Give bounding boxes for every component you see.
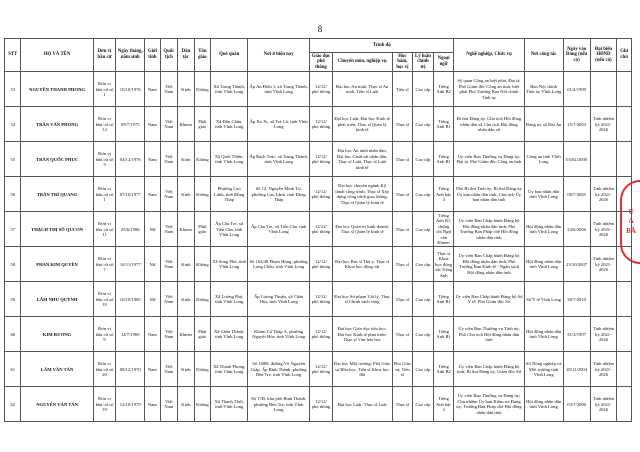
cell-unit: Đơn vị bầu cử số 11 xyxy=(93,212,116,247)
cell-political: Cao cấp xyxy=(413,317,434,352)
table-row xyxy=(5,247,632,282)
cell-political: Cao cấp xyxy=(413,142,434,177)
cell-specialty: Đại học An ninh nhân dân, Đại học Cảnh sát nhân dân, Thạc sĩ Luật, Thạc sĩ Luật kinh tế xyxy=(332,142,392,177)
page-number: 8 xyxy=(317,24,323,34)
cell-workplace: Hội đồng nhân dân tỉnh Vĩnh Long xyxy=(524,387,563,422)
cell-residence: Ấp Lương Thuận, xã Châu Hòa, tỉnh Vĩnh Long xyxy=(248,282,310,317)
cell-job: Phó Bí thư Tỉnh ủy, Bí thư Đảng ủy Ủy ban nhân dân tỉnh; Chủ tịch Ủy ban nhân dân tỉnh xyxy=(454,177,524,212)
cell-ethnicity: Kinh xyxy=(178,247,194,282)
cell-religion: Phật giáo xyxy=(194,107,210,142)
cell-sex: Nam xyxy=(145,352,160,387)
cell-note xyxy=(617,317,632,352)
cell-workplace: Đảng ủy xã Đại An xyxy=(524,107,563,142)
cell-unit: Đơn vị bầu cử số 3 xyxy=(93,142,116,177)
cell-religion: Phật giáo xyxy=(194,212,210,247)
header-hometown: Quê quán xyxy=(211,39,248,72)
cell-sex: Nữ xyxy=(145,247,160,282)
table-row xyxy=(5,317,632,352)
cell-degree: Phó Giáo sư, Tiến sĩ xyxy=(392,352,413,387)
table-row xyxy=(5,72,632,107)
header-note: Ghi chú xyxy=(617,39,632,72)
cell-residence: Ấp Xa Xi, xã Trà Cú, tỉnh Vĩnh Long xyxy=(248,107,310,142)
cell-stt: 61 xyxy=(5,352,21,387)
cell-sex: Nữ xyxy=(145,212,160,247)
cell-residence: Số 164/48 Phạm Hùng, phường Long Châu, tỉnh Vĩnh Long xyxy=(248,247,310,282)
cell-sex: Nữ xyxy=(145,282,160,317)
cell-name: PHAN KIM QUYÊN xyxy=(21,247,93,282)
table-row xyxy=(5,107,632,142)
cell-workplace: Ủy ban nhân dân tỉnh Vĩnh Long xyxy=(524,177,563,212)
header-religion: Tôn giáo xyxy=(194,39,210,72)
header-name: HỌ VÀ TÊN xyxy=(21,39,93,72)
header-row-1 xyxy=(5,39,632,53)
cell-job: Ủy viên Ban Chấp hành Đảng bộ Hội đồng nhân dân tỉnh; Phó Trưởng Ban Pháp chế Hội đồng nhân dân tỉnh xyxy=(454,212,524,247)
cell-general-edu: 12/12/ phổ thông xyxy=(310,387,333,422)
cell-degree: Thạc sĩ xyxy=(392,107,413,142)
cell-hometown: Xã Đôn Châu, tỉnh Vĩnh Long xyxy=(211,107,248,142)
cell-political: Cao cấp xyxy=(413,282,434,317)
cell-stt: 59 xyxy=(5,282,21,317)
cell-general-edu: 12/12/ phổ thông xyxy=(310,352,333,387)
cell-residence: Ấp Rạch Trúc, xã Trung Thành, tỉnh Vĩnh Long xyxy=(248,142,310,177)
cell-degree: Thạc sĩ xyxy=(392,317,413,352)
cell-stt: 62 xyxy=(5,387,21,422)
cell-religion: Phật giáo xyxy=(194,317,210,352)
cell-religion: Không xyxy=(194,177,210,212)
cell-specialty: Đại học Quản trị kinh doanh, Thạc sĩ Quản lý kinh tế xyxy=(332,212,392,247)
cell-general-edu: 12/12/ phổ thông xyxy=(310,247,333,282)
header-party-date: Ngày vào Đảng (nếu có) xyxy=(563,39,590,72)
cell-dob: 10/10/1976 xyxy=(116,72,145,107)
cell-stt: 58 xyxy=(5,247,21,282)
cell-degree: Thạc sĩ xyxy=(392,282,413,317)
cell-nationality: Việt Nam xyxy=(160,107,178,142)
cell-note xyxy=(617,387,632,422)
header-specialty: Chuyên môn, nghiệp vụ xyxy=(332,53,392,72)
cell-stt: 56 xyxy=(5,177,21,212)
table-row xyxy=(5,177,632,212)
cell-language: Tiếng Anh B1 xyxy=(433,142,454,177)
cell-name: THẠCH THỊ SÔ QUCON xyxy=(21,212,93,247)
cell-language: Tiếng Anh B1 xyxy=(433,282,454,317)
cell-ethnicity: Kinh xyxy=(178,177,194,212)
cell-dob: 14/7/1969 xyxy=(116,317,145,352)
cell-specialty: Đại học chuyên ngành Kỹ thuật công trình, Thạc sĩ Xây dựng công trình giao thông, Thạc sĩ Quản lý kinh tế xyxy=(332,177,392,212)
cell-sex: Nam xyxy=(145,177,160,212)
cell-political: Cao cấp xyxy=(413,352,434,387)
header-residence: Nơi ở hiện nay xyxy=(248,39,310,72)
cell-sex: Nam xyxy=(145,317,160,352)
cell-degree: Thạc sĩ xyxy=(392,177,413,212)
cell-general-edu: 12/12/ phổ thông xyxy=(310,177,333,212)
cell-stt: 53 xyxy=(5,72,21,107)
cell-general-edu: 12/12/ phổ thông xyxy=(310,142,333,177)
cell-stt: 57 xyxy=(5,212,21,247)
cell-job: Ủy viên Ban Chấp hành Đảng bộ tỉnh; Bí thư Đảng ủy, Giám đốc Sở xyxy=(454,352,524,387)
cell-stt: 54 xyxy=(5,107,21,142)
cell-party-date: 30/7/2010 xyxy=(563,282,590,317)
cell-note xyxy=(617,177,632,212)
cell-ethnicity: Kinh xyxy=(178,72,194,107)
cell-unit: Đơn vị bầu cử số 19 xyxy=(93,387,116,422)
header-education-group: Trình độ xyxy=(310,39,454,53)
cell-name: TRẦN TRÍ QUANG xyxy=(21,177,93,212)
cell-name: LÂM NHƯ QUỲNH xyxy=(21,282,93,317)
cell-nationality: Việt Nam xyxy=(160,282,178,317)
cell-name: NGUYỄN VĂN TẤN xyxy=(21,387,93,422)
cell-unit: Đơn vị bầu cử số 1 xyxy=(93,72,116,107)
cell-unit: Đơn vị bầu cử số 7 xyxy=(93,247,116,282)
cell-job: Ủy viên Ban Thường vụ Tỉnh ủy; Phó Chủ tịch Hội đồng nhân dân tỉnh xyxy=(454,317,524,352)
cell-language: Tiếng Anh B1 xyxy=(433,317,454,352)
header-job: Nghề nghiệp, Chức vụ xyxy=(454,39,524,72)
cell-religion: Không xyxy=(194,247,210,282)
cell-nationality: Việt Nam xyxy=(160,177,178,212)
table-row xyxy=(5,282,632,317)
cell-workplace: Sở Nông nghiệp và Môi trường tỉnh Vĩnh Long xyxy=(524,352,563,387)
cell-language: Tiếng Anh B1, chứng chỉ Ngữ văn Khmer xyxy=(433,212,454,247)
cell-stt: 55 xyxy=(5,142,21,177)
cell-general-edu: 12/12/ phổ thông xyxy=(310,317,333,352)
cell-political: Cao cấp xyxy=(413,212,434,247)
cell-sex: Nam xyxy=(145,142,160,177)
cell-language: Thạc sĩ Khoa học động vật Tiếng Anh xyxy=(433,247,454,282)
cell-general-edu: 12/12/ phổ thông xyxy=(310,212,333,247)
cell-note xyxy=(617,352,632,387)
cell-dob: 10/10/1985 xyxy=(116,282,145,317)
table-body xyxy=(5,72,632,422)
header-language: Ngoại ngữ xyxy=(433,53,454,72)
cell-specialty: Đại học Sư phạm Vật lý, Thạc sĩ Chính sách công xyxy=(332,282,392,317)
cell-residence: Khóm Cổ Tháp A, phường Nguyệt Hóa, tỉnh Vĩnh Long xyxy=(248,317,310,352)
cell-hometown: Xã Song Phú, tỉnh Vĩnh Long xyxy=(211,247,248,282)
cell-dob: 04/12/1976 xyxy=(116,142,145,177)
cell-language: Tiếng Anh B2 xyxy=(433,72,454,107)
cell-degree: Thạc sĩ xyxy=(392,142,413,177)
cell-ethnicity: Khmer xyxy=(178,107,194,142)
cell-unit: Đơn vị bầu cử số 9 xyxy=(93,317,116,352)
cell-name: TRẦN QUỐC PHỤC xyxy=(21,142,93,177)
header-general-edu: Giáo dục phổ thông xyxy=(310,53,333,72)
cell-unit: Đơn vị bầu cử số 1 xyxy=(93,177,116,212)
cell-dob: 07/10/1977 xyxy=(116,177,145,212)
cell-unit: Đơn vị bầu cử số 20 xyxy=(93,352,116,387)
table-row xyxy=(5,212,632,247)
cell-workplace: Hội đồng nhân dân tỉnh Vĩnh Long xyxy=(524,247,563,282)
cell-sex: Nam xyxy=(145,72,160,107)
cell-hometown: Xã Châu Thành, tỉnh Vĩnh Long xyxy=(211,317,248,352)
cell-religion: Không xyxy=(194,387,210,422)
cell-name: LÂM VĂN TẤN xyxy=(21,352,93,387)
cell-residence: Số 168Đ, đường Võ Nguyên Giáp, Ấp Bình Thành, phường Bến Tre, tỉnh Vĩnh Long xyxy=(248,352,310,387)
cell-residence: Số 17Đ, khu phố Bình Thành, phường Bến Tre, tỉnh Vĩnh Long xyxy=(248,387,310,422)
cell-hdnd: Tỉnh nhiệm kỳ 2021-2026 xyxy=(590,212,617,247)
cell-party-date: 23/6/2006 xyxy=(563,212,590,247)
cell-language: Tiếng Anh bậc 4 xyxy=(433,177,454,212)
cell-note xyxy=(617,72,632,107)
cell-hdnd: Tỉnh nhiệm kỳ 2021-2026 xyxy=(590,317,617,352)
cell-hometown: Phường Cao Lãnh, tỉnh Đồng Tháp xyxy=(211,177,248,212)
cell-general-edu: 12/12/ phổ thông xyxy=(310,72,333,107)
header-stt: STT xyxy=(5,39,21,72)
cell-ethnicity: Kinh xyxy=(178,282,194,317)
cell-language: Tiếng Anh bậc 3 xyxy=(433,387,454,422)
cell-ethnicity: Kinh xyxy=(178,352,194,387)
cell-specialty: Đại học Giáo dục tiểu học, Đại học Kinh tế phát triển, Thạc sĩ Văn hóa học xyxy=(332,317,392,352)
cell-hometown: Xã Trung Thành, tỉnh Vĩnh Long xyxy=(211,72,248,107)
cell-nationality: Việt Nam xyxy=(160,72,178,107)
cell-dob: 12/10/1979 xyxy=(116,387,145,422)
cell-political: Cao cấp xyxy=(413,72,434,107)
cell-degree: Tiến sĩ xyxy=(392,72,413,107)
header-hdnd: Đại biểu HĐND (nếu có) xyxy=(590,39,617,72)
table-row xyxy=(5,352,632,387)
cell-religion: Không xyxy=(194,72,210,107)
cell-workplace: Ban Nội chính Tỉnh ủy Vĩnh Long xyxy=(524,72,563,107)
cell-workplace: Hội đồng nhân dân tỉnh Vĩnh Long xyxy=(524,317,563,352)
cell-job: Ủy viên Ban Thường vụ Đảng ủy; Chủ nhiệm Ủy ban Kiểm tra Đảng ủy; Trưởng Ban Pháp chế Hội đồng nhân dân tỉnh xyxy=(454,387,524,422)
cell-hdnd: Tỉnh nhiệm kỳ 2021-2026 xyxy=(590,107,617,142)
cell-hdnd: Tỉnh nhiệm kỳ 2021-2026 xyxy=(590,177,617,212)
cell-note xyxy=(617,107,632,142)
cell-political: Cao cấp xyxy=(413,387,434,422)
cell-religion: Không xyxy=(194,142,210,177)
cell-job: Sỹ quan Công an biệt phái, Đại tá, Phó Giám đốc Công an tỉnh, biệt phái Phó Trưởng Ban Nội chính Tỉnh ủy xyxy=(454,72,524,107)
cell-party-date: 23/10/2007 xyxy=(563,247,590,282)
cell-specialty: Đại học Bác sĩ Thú y, Thạc sĩ Khoa học động vật xyxy=(332,247,392,282)
cell-stt: 60 xyxy=(5,317,21,352)
cell-hdnd xyxy=(590,142,617,177)
cell-hometown: Xã Thạnh Thới, tỉnh Vĩnh Long xyxy=(211,387,248,422)
cell-party-date: 15/7/2003 xyxy=(563,107,590,142)
cell-residence: Ấp An Điền 1, xã Trung Thành, tỉnh Vĩnh Long xyxy=(248,72,310,107)
cell-party-date: 01/4/1999 xyxy=(563,72,590,107)
stamp-text-3: BẦ xyxy=(626,226,636,235)
cell-name: NGUYỄN THANH PHONG xyxy=(21,72,93,107)
cell-residence: Số 12, Nguyễn Minh Trí, phường Cao Lãnh, tỉnh Đồng Tháp xyxy=(248,177,310,212)
cell-dob: 09/7/1975 xyxy=(116,107,145,142)
cell-note xyxy=(617,247,632,282)
cell-name: KIM RƯƠNG xyxy=(21,317,93,352)
cell-workplace: Công an tỉnh Vĩnh Long xyxy=(524,142,563,177)
table-row xyxy=(5,387,632,422)
table-row xyxy=(5,142,632,177)
cell-note xyxy=(617,282,632,317)
candidate-table xyxy=(4,38,632,422)
cell-hdnd xyxy=(590,282,617,317)
cell-specialty: Đại học Luật, Thạc sĩ Luật xyxy=(332,387,392,422)
cell-name: TRẦN VĂN PHONG xyxy=(21,107,93,142)
cell-hometown: Ấp Cầu Tre, xã Tiểu Cần, tỉnh Vĩnh Long xyxy=(211,212,248,247)
cell-unit: Đơn vị bầu cử số 14 xyxy=(93,107,116,142)
cell-religion: Không xyxy=(194,352,210,387)
cell-ethnicity: Khmer xyxy=(178,317,194,352)
cell-religion: Không xyxy=(194,282,210,317)
cell-nationality: Việt Nam xyxy=(160,247,178,282)
cell-party-date: 31/3/1997 xyxy=(563,317,590,352)
cell-degree: Thạc sĩ xyxy=(392,212,413,247)
cell-hdnd: Tỉnh nhiệm kỳ 2021-2026 xyxy=(590,247,617,282)
cell-general-edu: 12/12/ phổ thông xyxy=(310,282,333,317)
header-ethnicity: Dân tộc xyxy=(178,39,194,72)
cell-specialty: Đại học An ninh, Thạc sĩ An ninh, Tiến sĩ Luật xyxy=(332,72,392,107)
cell-job: Ủy viên Ban Thường vụ Đảng ủy; Đại tá, Phó Giám đốc Công an tỉnh xyxy=(454,142,524,177)
cell-political: Cao cấp xyxy=(413,177,434,212)
stamp-text-2: A xyxy=(628,217,634,226)
cell-note xyxy=(617,142,632,177)
header-nominator: Đơn vị bầu cử xyxy=(93,39,116,72)
cell-job: Ủy viên Ban Chấp hành Đảng bộ Hội đồng nhân dân tỉnh; Phó Trưởng Ban Kinh tế - Ngân sách Hội đồng nhân dân tỉnh xyxy=(454,247,524,282)
cell-ethnicity: Kinh xyxy=(178,142,194,177)
cell-sex: Nam xyxy=(145,107,160,142)
cell-job: Ủy viên Ban Chấp hành Đảng bộ Sở Y tế; Phó Giám đốc Sở xyxy=(454,282,524,317)
cell-hometown: Xã Thạnh Phong, tỉnh Vĩnh Long xyxy=(211,352,248,387)
cell-political: Cao cấp xyxy=(413,107,434,142)
cell-ethnicity: Kinh xyxy=(178,387,194,422)
header-dob: Ngày tháng, năm sinh xyxy=(116,39,145,72)
cell-nationality: Việt Nam xyxy=(160,352,178,387)
cell-degree: Thạc sĩ xyxy=(392,387,413,422)
header-political: Lý luận chính trị xyxy=(413,53,434,72)
cell-hdnd xyxy=(590,72,617,107)
cell-party-date: 29/11/2004 xyxy=(563,352,590,387)
cell-sex: Nam xyxy=(145,387,160,422)
cell-language: Tiếng Anh B1 xyxy=(433,107,454,142)
cell-unit: Đơn vị bầu cử số 18 xyxy=(93,282,116,317)
cell-party-date: 08/7/2005 xyxy=(563,177,590,212)
cell-hometown: Xã Quới Thiện, tỉnh Vĩnh Long xyxy=(211,142,248,177)
cell-party-date: 03/02/2000 xyxy=(563,142,590,177)
cell-ethnicity: Khmer xyxy=(178,212,194,247)
cell-specialty: Đại học Môi trường, Phó Giáo sư Hóa học, Tiến sĩ Khoa học đất xyxy=(332,352,392,387)
stamp-text-1: Ủ xyxy=(628,208,634,217)
cell-party-date: 03/7/2006 xyxy=(563,387,590,422)
cell-job: Bí thư Đảng ủy, Chủ tịch Hội đồng nhân dân xã Chủ tịch Hội đồng nhân dân xã xyxy=(454,107,524,142)
header-sex: Giới tính xyxy=(145,39,160,72)
cell-nationality: Việt Nam xyxy=(160,387,178,422)
cell-general-edu: 12/12/ phổ thông xyxy=(310,107,333,142)
cell-nationality: Việt Nam xyxy=(160,317,178,352)
header-degree: Học hàm, học vị xyxy=(392,53,413,72)
cell-hometown: Xã Lương Phú, tỉnh Vĩnh Long xyxy=(211,282,248,317)
cell-nationality: Việt Nam xyxy=(160,142,178,177)
cell-degree: Thạc sĩ xyxy=(392,247,413,282)
cell-dob: 25/6/1986 xyxy=(116,212,145,247)
cell-political: Cao cấp xyxy=(413,247,434,282)
cell-hdnd: Tỉnh nhiệm kỳ 2021-2026 xyxy=(590,352,617,387)
cell-language: Tiếng Anh B2 xyxy=(433,352,454,387)
cell-residence: Ấp Cầu Tre, xã Tiểu Cần, tỉnh Vĩnh Long xyxy=(248,212,310,247)
cell-workplace: Hội đồng nhân dân tỉnh Vĩnh Long xyxy=(524,212,563,247)
cell-hdnd: Tỉnh nhiệm kỳ 2021-2026 xyxy=(590,387,617,422)
cell-dob: 08/12/1970 xyxy=(116,352,145,387)
cell-workplace: Sở Y tế Vĩnh Long xyxy=(524,282,563,317)
cell-specialty: Đại học Luật, Đại học Kinh tế phát triển, Thạc sĩ Quản lý kinh tế xyxy=(332,107,392,142)
cell-dob: 16/11/1977 xyxy=(116,247,145,282)
header-nationality: Quốc tịch xyxy=(160,39,178,72)
header-workplace: Nơi công tác xyxy=(524,39,563,72)
cell-nationality: Việt Nam xyxy=(160,212,178,247)
cell-note xyxy=(617,212,632,247)
